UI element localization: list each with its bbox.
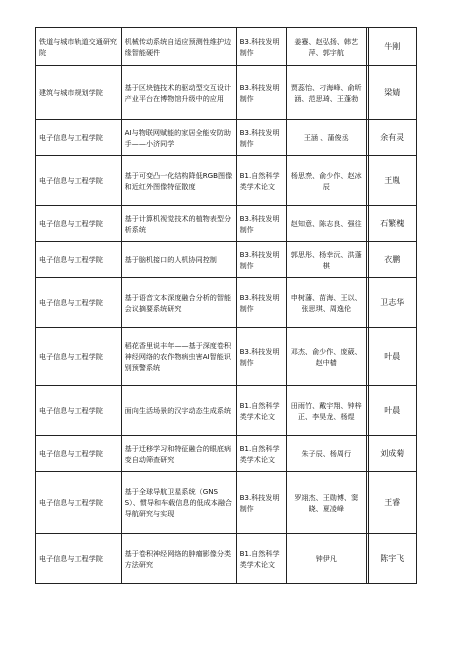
- awards-table: [35, 27, 417, 584]
- authors-cell: 王涵 、蒲俊丞: [286, 120, 366, 156]
- project-title-cell: 基于可变凸一化结构降低RGB图像和近红外图像特征散度: [121, 156, 236, 206]
- table-row: [36, 386, 417, 436]
- table-row: [36, 156, 417, 206]
- project-title-cell: 基于全球导航卫星系统（GNSS）、惯导和车载信息的低成本融合导航研究与实现: [121, 472, 236, 534]
- authors-cell: 田雨竹、戴宇翔、钟梓正、李昊龙、杨煜: [286, 386, 366, 436]
- authors-cell: 罗翊杰、王勋博、窦晓、夏凌峰: [286, 472, 366, 534]
- advisor-cell: 梁婧: [368, 66, 416, 120]
- table-row: [36, 328, 417, 386]
- project-title-cell: 基于区块链技术的驱动型交互设计产业平台在博物馆升级中的应用: [121, 66, 236, 120]
- institute-cell: 电子信息与工程学院: [36, 472, 122, 534]
- institute-cell: 建筑与城市规划学院: [36, 66, 122, 120]
- project-title-cell: 面向生活场景的汉字动态生成系统: [121, 386, 236, 436]
- institute-cell: 电子信息与工程学院: [36, 436, 122, 472]
- category-cell: B3.科技发明制作: [236, 206, 286, 242]
- category-cell: B3.科技发明制作: [236, 472, 286, 534]
- table-row: [36, 120, 417, 156]
- authors-cell: 郭思彤、杨幸沅、洪蓬棋: [286, 242, 366, 278]
- institute-cell: 电子信息与工程学院: [36, 534, 122, 584]
- project-title-cell: 基于计算机视觉技术的植物表型分析系统: [121, 206, 236, 242]
- project-title-cell: 基于脑机接口的人机协同控制: [121, 242, 236, 278]
- category-cell: B3.科技发明制作: [236, 66, 286, 120]
- table-row: [36, 472, 417, 534]
- authors-cell: 贾蕊怡、刁海峰、俞昕涵、范思琦、王蓬勃: [286, 66, 366, 120]
- category-cell: B3.科技发明制作: [236, 28, 286, 66]
- category-cell: B1.自然科学类学术论文: [236, 156, 286, 206]
- project-title-cell: 机械传动系统自适应预测性维护边缘智能硬件: [121, 28, 236, 66]
- advisor-cell: 余有灵: [368, 120, 416, 156]
- category-cell: B1.自然科学类学术论文: [236, 534, 286, 584]
- authors-cell: 申树藩、苗海、王以、张思琪、周逸伦: [286, 278, 366, 328]
- category-cell: B3.科技发明制作: [236, 278, 286, 328]
- authors-cell: 邓杰、俞少作、庞葳、赵中樯: [286, 328, 366, 386]
- institute-cell: 电子信息与工程学院: [36, 278, 122, 328]
- institute-cell: 电子信息与工程学院: [36, 242, 122, 278]
- authors-cell: 杨思焘、俞少作、赵冰辰: [286, 156, 366, 206]
- authors-cell: 钟伊凡: [286, 534, 366, 584]
- table-row: [36, 278, 417, 328]
- table-row: [36, 436, 417, 472]
- advisor-cell: 石繁槐: [368, 206, 416, 242]
- table-row: [36, 66, 417, 120]
- table-row: [36, 242, 417, 278]
- authors-cell: 赵知意、陈志良、强往: [286, 206, 366, 242]
- project-title-cell: 稻花香里说丰年——基于深度卷积神经网络的农作物病虫害AI智能识别预警系统: [121, 328, 236, 386]
- table-row: [36, 28, 417, 66]
- advisor-cell: 卫志华: [368, 278, 416, 328]
- table-row: [36, 206, 417, 242]
- category-cell: B1.自然科学类学术论文: [236, 436, 286, 472]
- institute-cell: 铁道与城市轨道交通研究院: [36, 28, 122, 66]
- project-title-cell: 基于卷积神经网络的肿瘤影像分类方法研究: [121, 534, 236, 584]
- institute-cell: 电子信息与工程学院: [36, 328, 122, 386]
- project-title-cell: 基于迁移学习和特征融合的眼底病变自动筛查研究: [121, 436, 236, 472]
- advisor-cell: 衣鹏: [368, 242, 416, 278]
- institute-cell: 电子信息与工程学院: [36, 120, 122, 156]
- project-title-cell: AI与物联网赋能的家居全能安防助手——小济同学: [121, 120, 236, 156]
- category-cell: B3.科技发明制作: [236, 120, 286, 156]
- authors-cell: 朱子辰、杨周行: [286, 436, 366, 472]
- advisor-cell: 王胤: [368, 156, 416, 206]
- institute-cell: 电子信息与工程学院: [36, 386, 122, 436]
- advisor-cell: 牛刚: [368, 28, 416, 66]
- authors-cell: 姜蹇、赵弘扬、韩艺萍、郭宇航: [286, 28, 366, 66]
- advisor-cell: 叶晨: [368, 328, 416, 386]
- advisor-cell: 刘成菊: [368, 436, 416, 472]
- category-cell: B1.自然科学类学术论文: [236, 386, 286, 436]
- category-cell: B3.科技发明制作: [236, 242, 286, 278]
- awards-table-body: [36, 28, 417, 584]
- project-title-cell: 基于语音文本深度融合分析的智能会议摘要系统研究: [121, 278, 236, 328]
- institute-cell: 电子信息与工程学院: [36, 156, 122, 206]
- advisor-cell: 王睿: [368, 472, 416, 534]
- institute-cell: 电子信息与工程学院: [36, 206, 122, 242]
- table-row: [36, 534, 417, 584]
- advisor-cell: 叶晨: [368, 386, 416, 436]
- advisor-cell: 陈宇飞: [368, 534, 416, 584]
- category-cell: B3.科技发明制作: [236, 328, 286, 386]
